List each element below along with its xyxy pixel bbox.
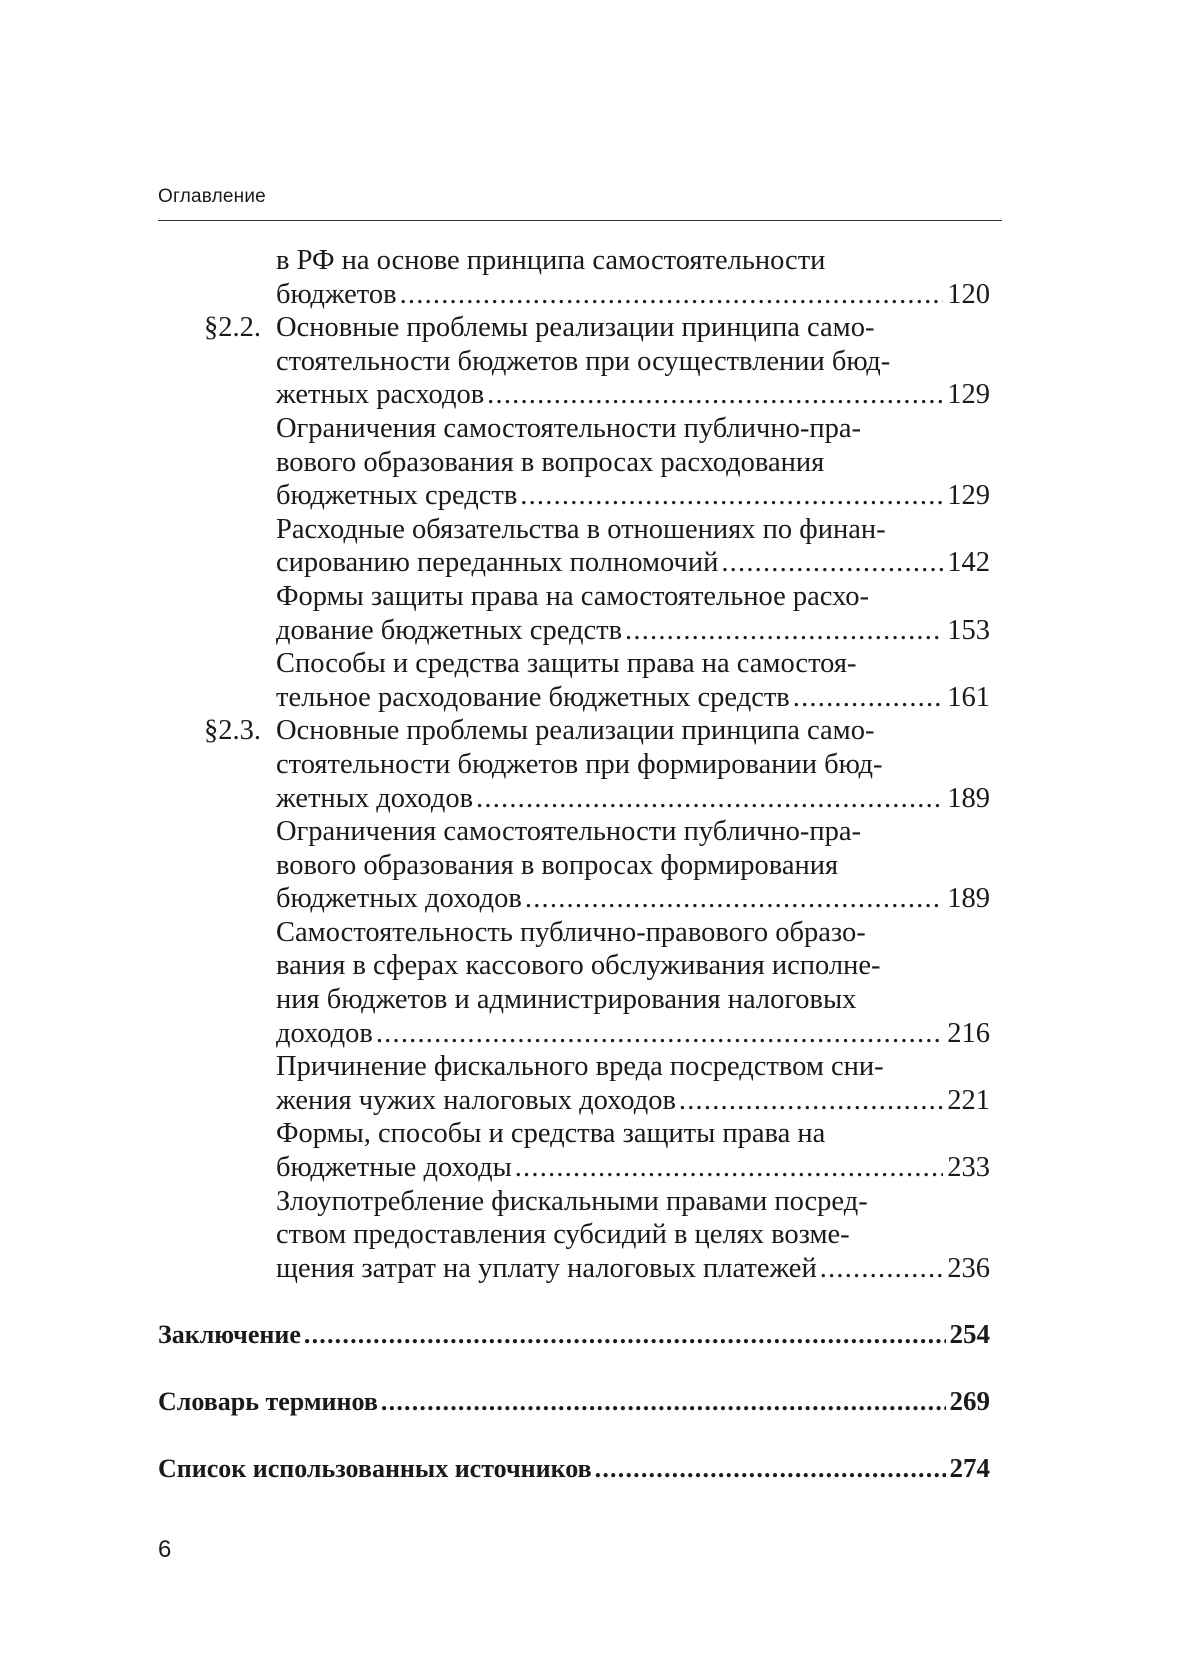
toc-entry-text: бюджетные доходы: [276, 1152, 512, 1184]
toc-entry-text: бюджетных доходов: [276, 883, 522, 915]
spacer: [158, 1352, 990, 1385]
toc-line: [158, 782, 990, 816]
toc-entry-text: бюджетов: [276, 278, 397, 310]
toc-entry-text: жетных расходов: [276, 379, 485, 411]
toc-entry-conclusion[interactable]: [158, 1318, 990, 1352]
toc-subentry[interactable]: [158, 412, 990, 446]
page-ref: 161: [947, 681, 990, 713]
toc-entry-text: Словарь терминов: [158, 1387, 378, 1416]
spacer: [158, 1419, 990, 1452]
section-number: §2.3.: [204, 715, 261, 747]
toc-line: [158, 345, 990, 379]
header-rule: [158, 220, 1002, 221]
toc-subentry[interactable]: [158, 1185, 990, 1219]
toc-line: [158, 546, 990, 580]
toc-entry-text: в РФ на основе принципа самостоятельности: [276, 245, 826, 276]
page-ref: 216: [947, 1017, 990, 1049]
page-ref: 254: [949, 1319, 990, 1350]
page-number: 6: [158, 1536, 172, 1563]
toc-entry-text: Злоупотребление фискальными правами посред-: [276, 1185, 868, 1217]
dot-leader: [721, 546, 943, 580]
toc-entry-text: вового образования в вопросах расходования: [276, 446, 825, 478]
toc-entry-text: вания в сферах кассового обслуживания исполне-: [276, 950, 881, 982]
toc-entry-text: ния бюджетов и администрирования налоговых: [276, 984, 857, 1016]
page-ref: 129: [947, 379, 990, 411]
toc-entry-text: жетных доходов: [276, 782, 474, 814]
toc-entry-text: стоятельности бюджетов при осуществлении бюд-: [276, 345, 891, 377]
toc-entry-text: Ограничения самостоятельности публично-пра-: [276, 816, 861, 848]
dot-leader: [476, 782, 943, 816]
toc-line: [158, 1252, 990, 1286]
toc-entry-text: ством предоставления субсидий в целях возме-: [276, 1219, 850, 1251]
dot-leader: [820, 1252, 944, 1286]
spacer: [158, 1285, 990, 1318]
toc-line: [158, 983, 990, 1017]
toc-subentry[interactable]: [158, 647, 990, 681]
toc-subentry[interactable]: [158, 513, 990, 547]
toc-entry-text: Список использованных источников: [158, 1453, 592, 1483]
toc-line: [158, 1151, 990, 1185]
dot-leader: [595, 1452, 946, 1486]
dot-leader: [400, 278, 944, 312]
toc-entry-text: стоятельности бюджетов при формировании бюд-: [276, 748, 883, 780]
page-ref: 120: [947, 278, 990, 310]
page-ref: 233: [947, 1152, 990, 1184]
toc-entry-text: Формы, способы и средства защиты права на: [276, 1118, 826, 1150]
toc-entry-text: тельное расходование бюджетных средств: [276, 681, 790, 713]
toc-entry-text: Формы защиты права на самостоятельное расхо-: [276, 580, 869, 612]
toc-entry-text: сированию переданных полномочий: [276, 547, 719, 579]
page-ref: 236: [947, 1252, 990, 1284]
toc-line: [158, 949, 990, 983]
toc-entry-sources[interactable]: [158, 1452, 990, 1486]
page-ref: 142: [947, 547, 990, 579]
toc-line: [158, 1218, 990, 1252]
dot-leader: [525, 882, 943, 916]
toc-line: [158, 681, 990, 715]
toc-entry-text: Способы и средства защиты права на самостоя-: [276, 648, 857, 680]
toc-entry-text: Причинение фискального вреда посредством сни-: [276, 1051, 884, 1083]
dot-leader: [381, 1385, 946, 1419]
toc-entry-text: Основные проблемы реализации принципа само-: [276, 715, 875, 747]
toc-line: [158, 244, 990, 278]
toc-section-2-3[interactable]: [158, 714, 990, 748]
toc-subentry[interactable]: [158, 1117, 990, 1151]
toc-section-2-2[interactable]: [158, 311, 990, 345]
toc-line: [158, 479, 990, 513]
running-head: Оглавление: [158, 186, 266, 207]
toc-entry-text: доходов: [276, 1017, 373, 1049]
page-ref: 274: [949, 1452, 990, 1483]
dot-leader: [376, 1017, 943, 1051]
toc-entry-text: Ограничения самостоятельности публично-пра-: [276, 412, 861, 444]
section-number: §2.2.: [204, 312, 261, 344]
toc-line: [158, 882, 990, 916]
page-ref: 269: [949, 1386, 990, 1416]
page-ref: 153: [947, 614, 990, 646]
toc-line: [158, 849, 990, 883]
toc-line: [158, 1084, 990, 1118]
toc-entry-continuation[interactable]: [158, 278, 990, 312]
toc-entry-text: бюджетных средств: [276, 480, 518, 512]
toc-entry-text: щения затрат на уплату налоговых платежей: [276, 1252, 817, 1284]
toc-entry-text: дование бюджетных средств: [276, 614, 623, 646]
dot-leader: [625, 614, 943, 648]
toc-subentry[interactable]: [158, 916, 990, 950]
toc-subentry[interactable]: [158, 580, 990, 614]
toc-entry-text: Заключение: [158, 1320, 301, 1350]
dot-leader: [487, 378, 943, 412]
table-of-contents: [158, 244, 990, 1485]
toc-entry-text: Самостоятельность публично-правового образо-: [276, 916, 866, 948]
dot-leader: [520, 479, 943, 513]
toc-line: [158, 378, 990, 412]
dot-leader: [304, 1318, 946, 1352]
dot-leader: [679, 1084, 943, 1118]
toc-entry-glossary[interactable]: [158, 1385, 990, 1419]
toc-line: [158, 1017, 990, 1051]
toc-entry-text: вового образования в вопросах формирования: [276, 849, 839, 881]
page-ref: 129: [947, 480, 990, 512]
toc-entry-text: Расходные обязательства в отношениях по финан-: [276, 513, 886, 545]
toc-line: [158, 446, 990, 480]
toc-subentry[interactable]: [158, 815, 990, 849]
page-ref: 189: [947, 782, 990, 814]
toc-entry-text: жения чужих налоговых доходов: [276, 1084, 676, 1116]
toc-line: [158, 748, 990, 782]
page-ref: 221: [947, 1084, 990, 1116]
dot-leader: [793, 681, 943, 715]
toc-entry-text: Основные проблемы реализации принципа само-: [276, 312, 875, 344]
page-ref: 189: [947, 883, 990, 915]
toc-line: [158, 614, 990, 648]
toc-subentry[interactable]: [158, 1050, 990, 1084]
dot-leader: [515, 1151, 944, 1185]
